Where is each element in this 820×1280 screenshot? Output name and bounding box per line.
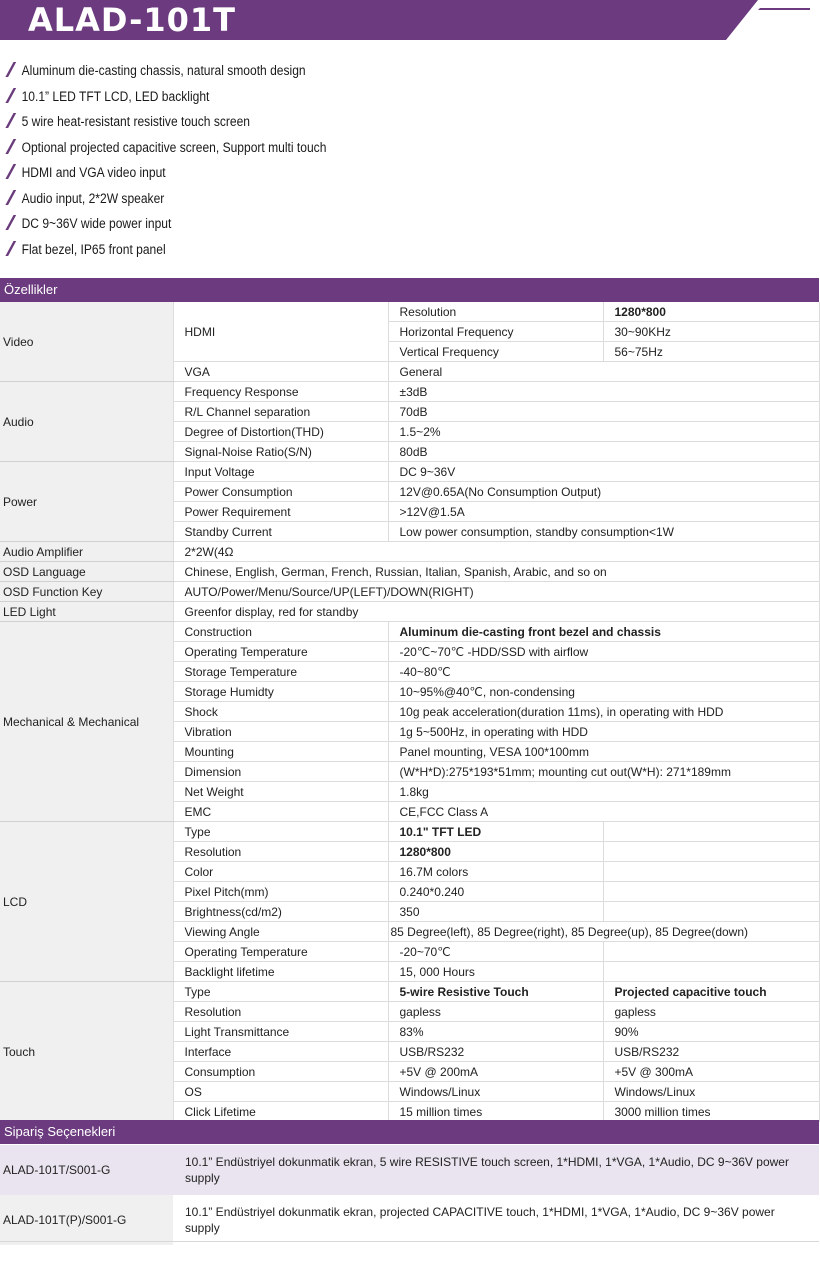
spec-label: Operating Temperature	[173, 942, 388, 962]
slash-bullet-icon	[5, 87, 18, 105]
spec-label: Operating Temperature	[173, 642, 388, 662]
spec-value: 85 Degree(left), 85 Degree(right), 85 Degree(up), 85 Degree(down)	[388, 922, 819, 942]
spec-value: 30~90KHz	[603, 322, 819, 342]
table-row	[0, 542, 819, 562]
spec-label: Frequency Response	[173, 382, 388, 402]
spec-label: Mounting	[173, 742, 388, 762]
spec-value: DC 9~36V	[388, 462, 819, 482]
feature-item: Aluminum die-casting chassis, natural smooth design	[0, 58, 738, 84]
feature-list	[0, 58, 820, 262]
table-row	[0, 602, 819, 622]
spec-value: 2*2W(4Ω	[173, 542, 819, 562]
spec-label: Resolution	[173, 842, 388, 862]
spec-value: ±3dB	[388, 382, 819, 402]
empty-cell	[603, 842, 819, 862]
slash-bullet-icon	[5, 138, 18, 156]
feature-item: 5 wire heat-resistant resistive touch screen	[0, 109, 738, 135]
spec-label: Backlight lifetime	[173, 962, 388, 982]
spec-value: Panel mounting, VESA 100*100mm	[388, 742, 819, 762]
spec-value: AUTO/Power/Menu/Source/UP(LEFT)/DOWN(RIGHT)	[173, 582, 819, 602]
spec-value-capacitive: Projected capacitive touch	[603, 982, 819, 1002]
slash-bullet-icon	[5, 163, 18, 181]
spec-value: 16.7M colors	[388, 862, 603, 882]
spec-value: 1g 5~500Hz, in operating with HDD	[388, 722, 819, 742]
spec-value: -20~70℃	[388, 942, 603, 962]
spec-label: Type	[173, 982, 388, 1002]
spec-label: Color	[173, 862, 388, 882]
table-row	[0, 582, 819, 602]
spec-value: 350	[388, 902, 603, 922]
spec-value: Aluminum die-casting front bezel and chassis	[388, 622, 819, 642]
spec-label: Horizontal Frequency	[388, 322, 603, 342]
feature-item: Audio input, 2*2W speaker	[0, 186, 738, 212]
spec-label: Consumption	[173, 1062, 388, 1082]
spec-label: Brightness(cd/m2)	[173, 902, 388, 922]
table-row	[0, 982, 819, 1002]
table-row	[0, 382, 819, 402]
feature-item: Flat bezel, IP65 front panel	[0, 237, 738, 263]
spec-label: Pixel Pitch(mm)	[173, 882, 388, 902]
spec-value-capacitive: Windows/Linux	[603, 1082, 819, 1102]
order-code: ALAD-101T/S001-G	[0, 1145, 173, 1195]
group-label-osd-function-key: OSD Function Key	[0, 582, 173, 602]
spec-value: 80dB	[388, 442, 819, 462]
spec-value: -40~80℃	[388, 662, 819, 682]
spec-label: Storage Temperature	[173, 662, 388, 682]
spec-value: (W*H*D):275*193*51mm; mounting cut out(W*H): 271*189mm	[388, 762, 819, 782]
spec-value: 0.240*0.240	[388, 882, 603, 902]
spec-value-resistive: gapless	[388, 1002, 603, 1022]
spec-label: Construction	[173, 622, 388, 642]
slash-bullet-icon	[5, 214, 18, 232]
table-row	[0, 1145, 819, 1195]
slash-bullet-icon	[5, 189, 18, 207]
spec-label: Resolution	[388, 302, 603, 322]
spec-value-capacitive: 90%	[603, 1022, 819, 1042]
feature-item: 10.1” LED TFT LCD, LED backlight	[0, 84, 738, 110]
table-row	[0, 622, 819, 642]
spec-label: Signal-Noise Ratio(S/N)	[173, 442, 388, 462]
order-description: 10.1” Endüstriyel dokunmatik ekran, 5 wire RESISTIVE touch screen, 1*HDMI, 1*VGA, 1*Audio, DC 9~36V power supply	[173, 1145, 819, 1195]
spec-label: Dimension	[173, 762, 388, 782]
title-bar	[0, 0, 820, 40]
group-label-audio-amplifier: Audio Amplifier	[0, 542, 173, 562]
spec-value: 56~75Hz	[603, 342, 819, 362]
order-description: 10.1” Endüstriyel dokunmatik ekran, projected CAPACITIVE touch, 1*HDMI, 1*VGA, 1*Audio, DC 9~36V power supply	[185, 1205, 775, 1235]
empty-cell	[603, 962, 819, 982]
spec-label: Power Requirement	[173, 502, 388, 522]
group-label-lcd: LCD	[0, 822, 173, 982]
spec-value: Low power consumption, standby consumption<1W	[388, 522, 819, 542]
empty-cell	[603, 882, 819, 902]
spec-value: 1280*800	[388, 842, 603, 862]
spec-label: Vertical Frequency	[388, 342, 603, 362]
table-row	[0, 822, 819, 842]
spec-value-resistive: Windows/Linux	[388, 1082, 603, 1102]
spec-value: Chinese, English, German, French, Russian, Italian, Spanish, Arabic, and so on	[173, 562, 819, 582]
specs-section-header: Özellikler	[0, 278, 819, 302]
spec-value: 10g peak acceleration(duration 11ms), in operating with HDD	[388, 702, 819, 722]
order-table	[0, 1145, 819, 1245]
empty-cell	[603, 942, 819, 962]
spec-value-capacitive: +5V @ 300mA	[603, 1062, 819, 1082]
feature-item: Optional projected capacitive screen, Support multi touch	[0, 135, 738, 161]
slash-bullet-icon	[5, 112, 18, 130]
spec-value: 1.8kg	[388, 782, 819, 802]
spec-value-capacitive: gapless	[603, 1002, 819, 1022]
group-label-led-light: LED Light	[0, 602, 173, 622]
group-label-power: Power	[0, 462, 173, 542]
spec-label: Net Weight	[173, 782, 388, 802]
group-label-video: Video	[0, 302, 173, 382]
spec-label: OS	[173, 1082, 388, 1102]
order-code: ALAD-101T(P)/S001-G	[0, 1195, 173, 1245]
group-label-osd-language: OSD Language	[0, 562, 173, 582]
spec-label: Storage Humidty	[173, 682, 388, 702]
divider	[0, 1241, 819, 1242]
spec-value: CE,FCC Class A	[388, 802, 819, 822]
spec-label: Light Transmittance	[173, 1022, 388, 1042]
spec-label: Input Voltage	[173, 462, 388, 482]
spec-value: 15, 000 Hours	[388, 962, 603, 982]
spec-label: Shock	[173, 702, 388, 722]
empty-cell	[603, 902, 819, 922]
spec-value: 70dB	[388, 402, 819, 422]
spec-label: Interface	[173, 1042, 388, 1062]
spec-label: Power Consumption	[173, 482, 388, 502]
table-row	[0, 562, 819, 582]
spec-value-resistive: +5V @ 200mA	[388, 1062, 603, 1082]
slash-bullet-icon	[5, 61, 18, 79]
spec-label: Type	[173, 822, 388, 842]
spec-value-resistive: USB/RS232	[388, 1042, 603, 1062]
group-label-mechanical: Mechanical & Mechanical	[0, 622, 173, 822]
order-section-header: Sipariş Seçenekleri	[0, 1120, 819, 1144]
group-label-touch: Touch	[0, 982, 173, 1122]
spec-label: Resolution	[173, 1002, 388, 1022]
spec-label: Click Lifetime	[173, 1102, 388, 1122]
spec-value: >12V@1.5A	[388, 502, 819, 522]
spec-label: Degree of Distortion(THD)	[173, 422, 388, 442]
spec-value: General	[388, 362, 819, 382]
spec-value-resistive: 5-wire Resistive Touch	[388, 982, 603, 1002]
spec-value: 10~95%@40℃, non-condensing	[388, 682, 819, 702]
empty-cell	[603, 862, 819, 882]
table-row	[0, 462, 819, 482]
spec-value: 10.1" TFT LED	[388, 822, 603, 842]
spec-value-capacitive: 3000 million times	[603, 1102, 819, 1122]
spec-table	[0, 302, 820, 1122]
page-title: ALAD-101T	[28, 1, 236, 39]
spec-value-resistive: 83%	[388, 1022, 603, 1042]
group-label-audio: Audio	[0, 382, 173, 462]
spec-value: Greenfor display, red for standby	[173, 602, 819, 622]
spec-value: -20℃~70℃ -HDD/SSD with airflow	[388, 642, 819, 662]
feature-item: DC 9~36V wide power input	[0, 211, 738, 237]
spec-label: EMC	[173, 802, 388, 822]
spec-value: 1.5~2%	[388, 422, 819, 442]
spec-value: 1280*800	[603, 302, 819, 322]
feature-item: HDMI and VGA video input	[0, 160, 738, 186]
spec-label: Standby Current	[173, 522, 388, 542]
empty-cell	[603, 822, 819, 842]
slash-bullet-icon	[5, 240, 18, 258]
spec-label: Vibration	[173, 722, 388, 742]
spec-label: VGA	[173, 362, 388, 382]
spec-value-capacitive: USB/RS232	[603, 1042, 819, 1062]
table-row	[0, 1195, 819, 1245]
table-row	[0, 302, 819, 322]
spec-label: HDMI	[173, 302, 388, 362]
spec-label: R/L Channel separation	[173, 402, 388, 422]
spec-value-resistive: 15 million times	[388, 1102, 603, 1122]
spec-value: 12V@0.65A(No Consumption Output)	[388, 482, 819, 502]
spec-label: Viewing Angle	[173, 922, 388, 942]
